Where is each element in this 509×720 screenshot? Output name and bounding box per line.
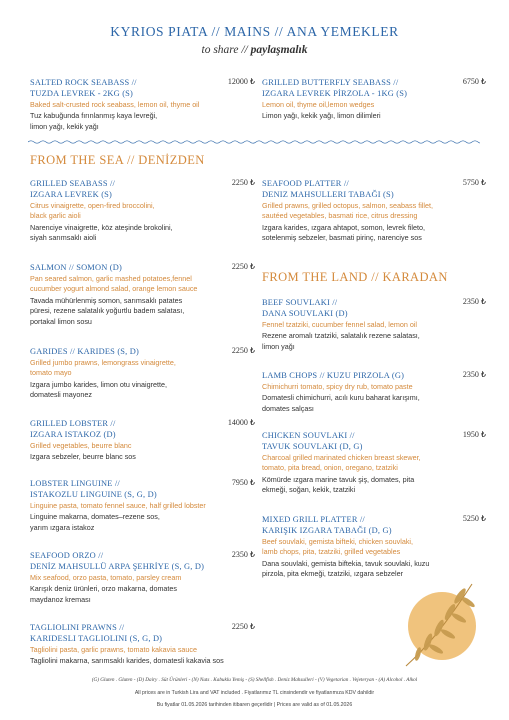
menu-item-tagliolini: [30, 622, 255, 667]
item-price: 6750 ₺: [462, 77, 486, 86]
item-desc-en: Lemon oil, thyme oil,lemon wedges: [262, 100, 375, 109]
item-desc-en: Grilled vegetables, beurre blanc: [30, 441, 132, 450]
item-name-tr: DANA SOUVLAKI (D): [262, 309, 348, 318]
price-note: All prices are in Turkish Lira and VAT included . Fiyatlarımız TL cinsindendir ve fiyatlarımıza KDV dahildir: [134, 690, 375, 696]
menu-item-butterfly-seabass: [262, 77, 486, 122]
item-desc-tr: Izgara karides, ızgara ahtapot, somon, levrek fileto, sotelenmiş sebzeler, basmati pirinç, narenciye sos: [262, 222, 425, 243]
item-price: 2250 ₺: [231, 622, 255, 631]
item-name-tr: IZGARA LEVREK (S): [30, 190, 113, 199]
item-desc-tr: Domatesli chimichurri, acılı kuru baharat karışımı, domates salçası: [262, 393, 420, 413]
item-name: LAMB CHOPS // KUZU PIRZOLA (G): [262, 371, 405, 380]
item-name-tr: DENİZ MAHSULLÜ ARPA ŞEHRİYE (S, G, D): [30, 562, 205, 571]
menu-item-lobster-linguine: [30, 478, 255, 533]
item-name: SALTED ROCK SEABASS //: [30, 78, 137, 87]
item-desc-tr: Tagliolini makarna, sarımsaklı karides, domatesli kakavia sos: [30, 656, 224, 666]
item-name: TAGLIOLINI PRAWNS //: [30, 623, 125, 632]
item-name: BEEF SOUVLAKI //: [262, 298, 338, 307]
item-desc-tr: Linguine makarna, domates–rezene sos, yarım ızgara istakoz: [30, 512, 160, 532]
item-name-tr: DENIZ MAHSULLERI TABAĞI (S): [262, 190, 394, 199]
item-desc-en: Mix seafood, orzo pasta, tomato, parsley cream: [30, 573, 182, 582]
item-desc-tr: Izgara jumbo karides, limon otu vinaigrette, domatesli mayonez: [30, 379, 168, 400]
item-name-tr: ISTAKOZLU LINGUINE (S, G, D): [30, 490, 157, 499]
item-name: GARIDES // KARIDES (S, D): [30, 347, 139, 356]
item-desc-tr: Narenciye vinaigrette, köz ateşinde brokolini, siyah sarımsaklı aioli: [30, 222, 173, 243]
item-price: 7950 ₺: [231, 478, 255, 487]
menu-item-salted-seabass: [30, 77, 255, 132]
item-name: SEAFOOD PLATTER //: [262, 179, 349, 188]
item-name-tr: TUZDA LEVREK - 2KG (S): [30, 89, 134, 98]
section-title-sea: FROM THE SEA // DENİZDEN: [30, 153, 205, 167]
item-desc-en: Grilled prawns, grilled octopus, salmon, seabass fillet, sautéed vegetables, basmati rice, citrus dressing: [262, 201, 433, 221]
item-price: 5750 ₺: [462, 178, 486, 187]
olive-branch-icon: [398, 576, 480, 668]
item-desc-en: Baked salt-crusted rock seabass, lemon oil, thyme oil: [30, 100, 200, 109]
item-desc-en: Citrus vinaigrette, open-fired broccolini, black garlic aioli: [30, 201, 155, 221]
item-desc-en: Fennel tzatziki, cucumber fennel salad, lemon oil: [262, 320, 418, 329]
menu-item-mixed-grill: [262, 514, 486, 580]
item-name-tr: TAVUK SOUVLAKI (D, G): [262, 442, 363, 451]
item-desc-tr: Tuz kabuğunda fırınlanmış kaya levreği, limon yağı, kekik yağı: [30, 111, 158, 131]
menu-item-chicken-souvlaki: [262, 430, 486, 496]
item-desc-en: Chimichurri tomato, spicy dry rub, tomato paste: [262, 382, 413, 391]
wave-divider: [28, 139, 480, 145]
item-name-tr: IZGARA ISTAKOZ (D): [30, 430, 116, 439]
menu-item-seafood-orzo: [30, 550, 255, 605]
menu-item-seafood-platter: [262, 178, 486, 244]
item-desc-en: Tagliolini pasta, garlic prawns, tomato kakavia sauce: [30, 645, 197, 654]
item-price: 2350 ₺: [231, 550, 255, 559]
menu-item-lamb-chops: [262, 370, 486, 414]
item-name: LOBSTER LINGUINE //: [30, 479, 120, 488]
menu-item-garides: [30, 346, 255, 401]
item-name: SEAFOOD ORZO //: [30, 551, 104, 560]
item-price: 2350 ₺: [462, 370, 486, 379]
allergen-legend: (G) Gluten . Gluten - (D) Dairy . Süt Ürünleri - (N) Nuts . Kabuklu Yemiş - (S) Shellfish . Deniz Mahsulleri - (V) Vegetarian . Vejeteryan - (A) Alcohol . Alkol: [91, 677, 418, 683]
item-name: GRILLED BUTTERFLY SEABASS //: [262, 78, 399, 87]
item-name: GRILLED LOBSTER //: [30, 419, 116, 428]
item-price: 2250 ₺: [231, 262, 255, 271]
item-desc-tr: Karışık deniz ürünleri, orzo makarna, domates maydanoz kreması: [30, 584, 178, 604]
item-name-tr: KARIDESLI TAGLIOLINI (S, G, D): [30, 634, 163, 643]
menu-header: [0, 24, 509, 56]
item-name-tr: IZGARA LEVREK PİRZOLA - 1KG (S): [262, 89, 408, 98]
item-desc-en: Beef souvlaki, gemista bifteki, chicken souvlaki, lamb chops, pita, tzatziki, grilled vegetables: [262, 537, 414, 557]
item-desc-tr: Dana souvlaki, gemista biftekia, tavuk souvlaki, kuzu pirzola, pita ekmeği, tzatziki, ızgara sebzeler: [262, 558, 430, 579]
item-name: MIXED GRILL PLATTER //: [262, 515, 365, 524]
item-desc-tr: Izgara sebzeler, beurre blanc sos: [30, 452, 136, 462]
item-desc-en: Pan seared salmon, garlic mashed potatoes,fennel cucumber yogurt almond salad, orange lemon sauce: [30, 274, 198, 294]
menu-item-grilled-seabass: [30, 178, 255, 244]
subtitle-bold: paylaşmalık: [250, 44, 308, 56]
item-price: 14000 ₺: [227, 418, 255, 427]
item-desc-tr: Tavada mühürlenmiş somon, sarımsaklı patates püresi, rezene salatalık yoğurtlu badem salatası, portakal limon sosu: [30, 295, 185, 326]
menu-item-salmon: [30, 262, 255, 327]
item-desc-tr: Kömürde ızgara marine tavuk şiş, domates, pita ekmeği, soğan, kekik, tzatziki: [262, 474, 415, 495]
menu-item-beef-souvlaki: [262, 297, 486, 352]
item-name-tr: KARIŞIK IZGARA TABAĞI (D, G): [262, 526, 392, 535]
item-price: 5250 ₺: [462, 514, 486, 523]
subtitle-prefix: to share //: [201, 44, 251, 56]
item-name: GRILLED SEABASS //: [30, 179, 116, 188]
item-price: 2350 ₺: [462, 297, 486, 306]
item-price: 2250 ₺: [231, 178, 255, 187]
item-name: SALMON // SOMON (D): [30, 263, 122, 272]
item-desc-tr: Rezene aromalı tzatziki, salatalık rezene salatası, limon yağı: [262, 331, 420, 351]
item-price: 1950 ₺: [462, 430, 486, 439]
item-desc-tr: Limon yağı, kekik yağı, limon dilimleri: [262, 111, 381, 121]
item-price: 12000 ₺: [227, 77, 255, 86]
validity-note: Bu fiyatlar 01.05.2026 tarihinden itibaren geçerlidir | Prices are valid as of 01.05.2026: [156, 702, 353, 708]
item-price: 2250 ₺: [231, 346, 255, 355]
menu-item-lobster: [30, 418, 255, 463]
menu-subtitle: [0, 44, 509, 56]
item-name: CHICKEN SOUVLAKI //: [262, 431, 355, 440]
item-desc-en: Grilled jumbo prawns, lemongrass vinaigrette, tomato mayo: [30, 358, 176, 378]
menu-title: KYRIOS PIATA // MAINS // ANA YEMEKLER: [110, 24, 399, 39]
section-title-land: FROM THE LAND // KARADAN: [262, 270, 448, 284]
item-desc-en: Linguine pasta, tomato fennel sauce, half grilled lobster: [30, 501, 206, 510]
item-desc-en: Charcoal grilled marinated chicken breast skewer, tomato, pita bread, onion, oregano, tzatziki: [262, 453, 421, 473]
